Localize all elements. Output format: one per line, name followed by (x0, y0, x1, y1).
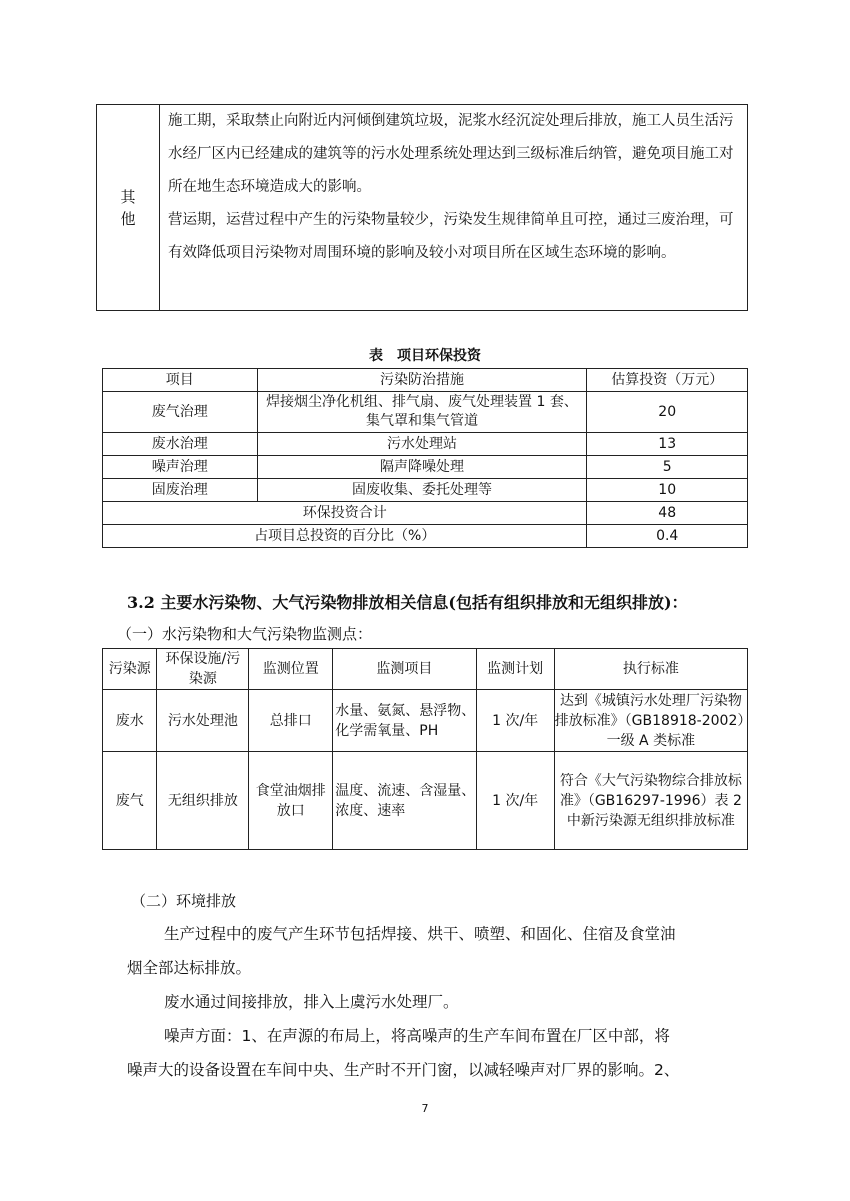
row-location: 总排口 (249, 690, 333, 752)
paragraph-2: 废水通过间接排放，排入上虞污水处理厂。 (164, 993, 459, 1011)
operation-line-2: 有效降低项目污染物对周围环境的影响及较小对项目所在区域生态环境的影响。 (168, 245, 676, 261)
row-measure (257, 392, 587, 433)
header-source: 污染源 (103, 649, 157, 690)
table-header-row (103, 649, 748, 690)
table-row (103, 433, 748, 456)
row-amount: 13 (587, 433, 748, 456)
other-section-table (96, 104, 748, 311)
table-row (103, 456, 748, 479)
table-row (103, 690, 748, 752)
row-measure: 固废收集、委托处理等 (257, 479, 587, 502)
measure-line-2: 集气罩和集气管道 (365, 413, 478, 429)
location-line-1: 食堂油烟排 (255, 782, 326, 799)
row-source: 废水 (103, 690, 157, 752)
header-facility-line-1: 环保设施/污 (165, 651, 241, 667)
paragraph-1-line-1: 生产过程中的废气产生环节包括焊接、烘干、喷塑、和固化、住宿及食堂油 (164, 925, 676, 943)
other-label-cell (97, 105, 160, 311)
investment-table (102, 368, 748, 548)
header-item: 项目 (103, 369, 258, 392)
header-items: 监测项目 (333, 649, 476, 690)
other-label-char-2: 他 (120, 209, 136, 228)
row-amount: 20 (587, 392, 748, 433)
percent-row (103, 525, 748, 548)
row-standard (554, 690, 752, 752)
items-line-1: 水量、氨氮、悬浮物、 (335, 702, 476, 719)
measure-line-1: 焊接烟尘净化机组、排气扇、废气处理装置 1 套、 (266, 394, 578, 410)
header-standard: 执行标准 (554, 649, 747, 690)
row-facility: 污水处理池 (157, 690, 249, 752)
row-amount: 5 (587, 456, 748, 479)
standard-line-2: 准》（GB16297-1996）表 2 (559, 792, 742, 809)
row-items (333, 690, 476, 752)
percent-value: 0.4 (587, 525, 748, 548)
standard-line-1: 符合《大气污染物综合排放标 (559, 772, 742, 789)
page-number: 7 (421, 1102, 429, 1115)
row-items (333, 752, 476, 850)
paragraph-1-line-2: 烟全部达标排放。 (127, 959, 252, 977)
operation-line-1: 营运期，运营过程中产生的污染物量较少，污染发生规律简单且可控，通过三废治理，可 (168, 212, 734, 228)
standard-line-2: 排放标准》（GB18918-2002） (554, 712, 752, 729)
subheading-discharge: （二）环境排放 (131, 892, 237, 910)
header-location: 监测位置 (249, 649, 333, 690)
section-heading: 3.2 主要水污染物、大气污染物排放相关信息(包括有组织排放和无组织排放)： (127, 593, 688, 612)
table-row (103, 392, 748, 433)
header-facility (157, 649, 249, 690)
row-location (249, 752, 333, 850)
investment-table-title: 表 项目环保投资 (369, 348, 481, 364)
row-amount: 10 (587, 479, 748, 502)
row-measure: 污水处理站 (257, 433, 587, 456)
row-item: 噪声治理 (103, 456, 258, 479)
standard-line-1: 达到《城镇污水处理厂污染物 (559, 692, 742, 709)
header-facility-line-2: 染源 (188, 671, 217, 687)
row-item: 固废治理 (103, 479, 258, 502)
row-item: 废气治理 (103, 392, 258, 433)
paragraph-3-line-1: 噪声方面：1、在声源的布局上，将高噪声的生产车间布置在厂区中部，将 (164, 1027, 670, 1045)
row-facility: 无组织排放 (157, 752, 249, 850)
construction-line-3: 所在地生态环境造成大的影响。 (168, 179, 371, 195)
table-row (103, 752, 748, 850)
header-amount: 估算投资（万元） (587, 369, 748, 392)
total-label: 环保投资合计 (103, 502, 587, 525)
percent-label: 占项目总投资的百分比（%） (103, 525, 587, 548)
standard-line-3: 一级 A 类标准 (606, 732, 696, 749)
items-line-2: 浓度、速率 (335, 802, 406, 819)
header-plan: 监测计划 (476, 649, 554, 690)
row-source: 废气 (103, 752, 157, 850)
header-measure: 污染防治措施 (257, 369, 587, 392)
subheading-monitoring: （一）水污染物和大气污染物监测点： (117, 625, 373, 643)
table-row (103, 479, 748, 502)
total-row (103, 502, 748, 525)
total-value: 48 (587, 502, 748, 525)
other-content-cell (160, 105, 748, 311)
monitoring-table (102, 648, 752, 850)
table-header-row (103, 369, 748, 392)
standard-line-3: 中新污染源无组织排放标准 (566, 812, 735, 829)
items-line-2: 化学需氧量、PH (335, 722, 439, 739)
construction-line-1: 施工期，采取禁止向附近内河倾倒建筑垃圾，泥浆水经沉淀处理后排放，施工人员生活污 (168, 113, 734, 129)
paragraph-3-line-2: 噪声大的设备设置在车间中央、生产时不开门窗，以减轻噪声对厂界的影响。2、 (127, 1061, 680, 1079)
construction-line-2: 水经厂区内已经建成的建筑等的污水处理系统处理达到三级标准后纳管，避免项目施工对 (168, 146, 734, 162)
location-line-2: 放口 (276, 802, 305, 819)
items-line-1: 温度、流速、含湿量、 (335, 782, 476, 799)
other-label-char-1: 其 (120, 187, 136, 206)
row-standard (554, 752, 747, 850)
row-plan: 1 次/年 (476, 690, 554, 752)
row-item: 废水治理 (103, 433, 258, 456)
row-measure: 隔声降噪处理 (257, 456, 587, 479)
row-plan: 1 次/年 (476, 752, 554, 850)
